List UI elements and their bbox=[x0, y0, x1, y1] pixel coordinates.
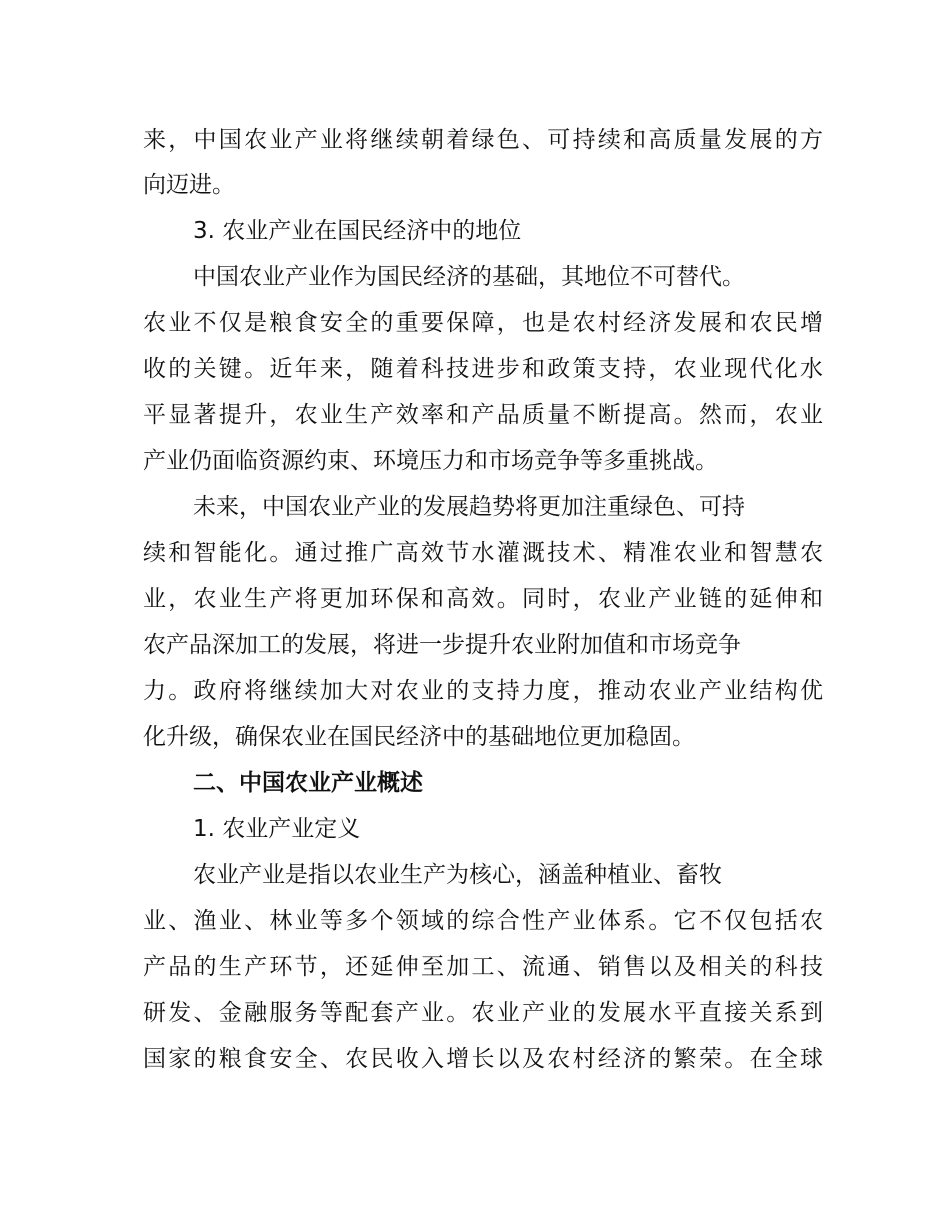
paragraph-line: 平显著提升，农业生产效率和产品质量不断提高。然而，农业 bbox=[143, 402, 823, 428]
paragraph-line: 业，农业生产将更加环保和高效。同时，农业产业链的延伸和 bbox=[143, 586, 823, 612]
paragraph-line: 中国农业产业作为国民经济的基础，其地位不可替代。 bbox=[193, 264, 745, 290]
paragraph-line: 化升级，确保农业在国民经济中的基础地位更加稳固。 bbox=[143, 724, 695, 750]
paragraph-line: 向迈进。 bbox=[143, 172, 235, 198]
paragraph-line: 农业不仅是粮食安全的重要保障，也是农村经济发展和农民增 bbox=[143, 310, 823, 336]
paragraph-line: 未来，中国农业产业的发展趋势将更加注重绿色、可持 bbox=[193, 494, 745, 520]
paragraph-line: 力。政府将继续加大对农业的支持力度，推动农业产业结构优 bbox=[143, 678, 823, 704]
paragraph-line: 国家的粮食安全、农民收入增长以及农村经济的繁荣。在全球 bbox=[143, 1046, 823, 1072]
paragraph-line: 产业仍面临资源约束、环境压力和市场竞争等多重挑战。 bbox=[143, 448, 718, 474]
section-heading: 3. 农业产业在国民经济中的地位 bbox=[193, 218, 522, 244]
paragraph-line: 产品的生产环节，还延伸至加工、流通、销售以及相关的科技 bbox=[143, 954, 823, 980]
section-heading: 1. 农业产业定义 bbox=[193, 816, 361, 842]
paragraph-line: 收的关键。近年来，随着科技进步和政策支持，农业现代化水 bbox=[143, 356, 823, 382]
paragraph-line: 业、渔业、林业等多个领域的综合性产业体系。它不仅包括农 bbox=[143, 908, 823, 934]
paragraph-line: 来，中国农业产业将继续朝着绿色、可持续和高质量发展的方 bbox=[143, 127, 823, 153]
paragraph-line: 续和智能化。通过推广高效节水灌溉技术、精准农业和智慧农 bbox=[143, 540, 823, 566]
paragraph-line: 研发、金融服务等配套产业。农业产业的发展水平直接关系到 bbox=[143, 1000, 823, 1026]
paragraph-line: 农产品深加工的发展，将进一步提升农业附加值和市场竞争 bbox=[143, 632, 741, 658]
paragraph-line: 农业产业是指以农业生产为核心，涵盖种植业、畜牧 bbox=[193, 862, 722, 888]
chapter-heading: 二、中国农业产业概述 bbox=[193, 770, 423, 796]
